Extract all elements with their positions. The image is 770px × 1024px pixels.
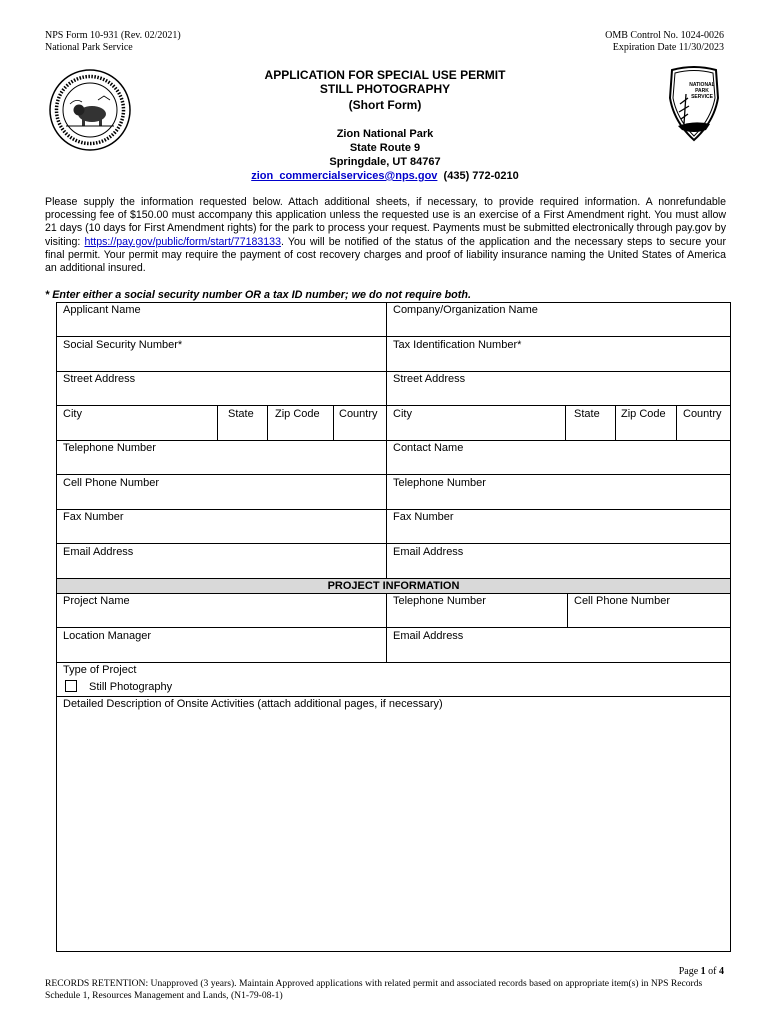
ssn-field[interactable]: Social Security Number* bbox=[63, 339, 183, 351]
form-variant: (Short Form) bbox=[348, 98, 422, 112]
ssn-tax-note: * Enter either a social security number OR a tax ID number; we do not require both. bbox=[45, 289, 471, 301]
tax-id-field[interactable]: Tax Identification Number* bbox=[393, 339, 522, 351]
applicant-name-field[interactable]: Applicant Name bbox=[63, 304, 141, 316]
country-field[interactable]: Country bbox=[339, 408, 378, 420]
project-email-field[interactable]: Email Address bbox=[393, 630, 464, 642]
cell-phone-field[interactable]: Cell Phone Number bbox=[63, 477, 159, 489]
park-city: Springdale, UT 84767 bbox=[329, 156, 441, 168]
still-photography-label: Still Photography bbox=[89, 681, 173, 693]
records-retention-note: RECORDS RETENTION: Unapproved (3 years). Maintain Approved applications with related permit and associated records based on appropriate item(s) in NPS Records Schedule 1, Resources Management and Lands, (N1-79-08-1) bbox=[45, 978, 703, 1001]
still-photography-checkbox[interactable] bbox=[65, 680, 77, 692]
city-field[interactable]: City bbox=[63, 408, 82, 420]
location-manager-field[interactable]: Location Manager bbox=[63, 630, 152, 642]
company-zip-field[interactable]: Zip Code bbox=[621, 408, 666, 420]
page-prefix: Page bbox=[678, 966, 701, 977]
form-subtitle: STILL PHOTOGRAPHY bbox=[319, 82, 451, 96]
company-state-field[interactable]: State bbox=[574, 408, 600, 420]
form-title: APPLICATION FOR SPECIAL USE PERMIT bbox=[264, 68, 506, 82]
page-total: 4 bbox=[719, 966, 724, 977]
form-number: NPS Form 10-931 (Rev. 02/2021) bbox=[45, 30, 181, 41]
company-country-field[interactable]: Country bbox=[683, 408, 722, 420]
instructions-paragraph bbox=[45, 196, 726, 275]
page-indicator bbox=[679, 966, 724, 977]
description-field[interactable]: Detailed Description of Onsite Activities (attach additional pages, if necessary) bbox=[63, 698, 443, 710]
omb-block bbox=[605, 30, 724, 54]
page-number: 1 bbox=[700, 966, 706, 977]
company-street-address-field[interactable]: Street Address bbox=[393, 373, 466, 385]
park-phone: (435) 772-0210 bbox=[443, 170, 519, 182]
park-contact bbox=[150, 170, 620, 183]
company-city-field[interactable]: City bbox=[393, 408, 412, 420]
project-telephone-field[interactable]: Telephone Number bbox=[393, 595, 486, 607]
telephone-field[interactable]: Telephone Number bbox=[63, 442, 156, 454]
arrowhead-word-service: SERVICE bbox=[691, 94, 713, 100]
form-id-block bbox=[45, 30, 181, 54]
project-cell-field[interactable]: Cell Phone Number bbox=[574, 595, 670, 607]
company-email-field[interactable]: Email Address bbox=[393, 546, 464, 558]
street-address-field[interactable]: Street Address bbox=[63, 373, 136, 385]
nps-arrowhead-icon bbox=[666, 64, 722, 142]
doi-seal-icon bbox=[48, 68, 132, 152]
omb-control-number: OMB Control No. 1024-0026 bbox=[605, 30, 724, 41]
project-info-heading: PROJECT INFORMATION bbox=[327, 580, 460, 592]
park-email-link[interactable]: zion_commercialservices@nps.gov bbox=[251, 170, 438, 182]
company-fax-field[interactable]: Fax Number bbox=[393, 511, 454, 523]
arrowhead-word-national: NATIONAL bbox=[689, 82, 715, 88]
expiration-date: Expiration Date 11/30/2023 bbox=[612, 42, 724, 53]
instructions-text-2: . You will be notified of the status of the application and the necessary steps to secure your final permit. Your permit may require the payment of cost recovery charges and proof of liability insurance naming the United States of America an additional insured. bbox=[45, 235, 726, 275]
arrowhead-word-park: PARK bbox=[695, 88, 709, 94]
project-name-field[interactable]: Project Name bbox=[63, 595, 130, 607]
type-of-project-label: Type of Project bbox=[63, 664, 137, 676]
agency-name: National Park Service bbox=[45, 42, 133, 53]
paygov-link[interactable]: https://pay.gov/public/form/start/77183133 bbox=[84, 235, 281, 248]
instructions-text-1: Please supply the information requested below. Attach additional sheets, if necessary, to provide required information. A nonrefundable processing fee of $150.00 must accompany this application unless the requested use is an exercise of a First Amendment right. You must allow 21 days (10 days for First Amendment rights) for the park to process your request. Payments must be submitted electronically through pay.gov by visiting: bbox=[45, 196, 726, 248]
zip-field[interactable]: Zip Code bbox=[275, 408, 320, 420]
park-name: Zion National Park bbox=[336, 128, 434, 140]
application-form bbox=[56, 302, 731, 952]
page-of: of bbox=[705, 966, 719, 977]
company-name-field[interactable]: Company/Organization Name bbox=[393, 304, 538, 316]
state-field[interactable]: State bbox=[228, 408, 254, 420]
contact-name-field[interactable]: Contact Name bbox=[393, 442, 464, 454]
email-field[interactable]: Email Address bbox=[63, 546, 134, 558]
fax-field[interactable]: Fax Number bbox=[63, 511, 124, 523]
company-telephone-field[interactable]: Telephone Number bbox=[393, 477, 486, 489]
park-street: State Route 9 bbox=[349, 142, 421, 154]
